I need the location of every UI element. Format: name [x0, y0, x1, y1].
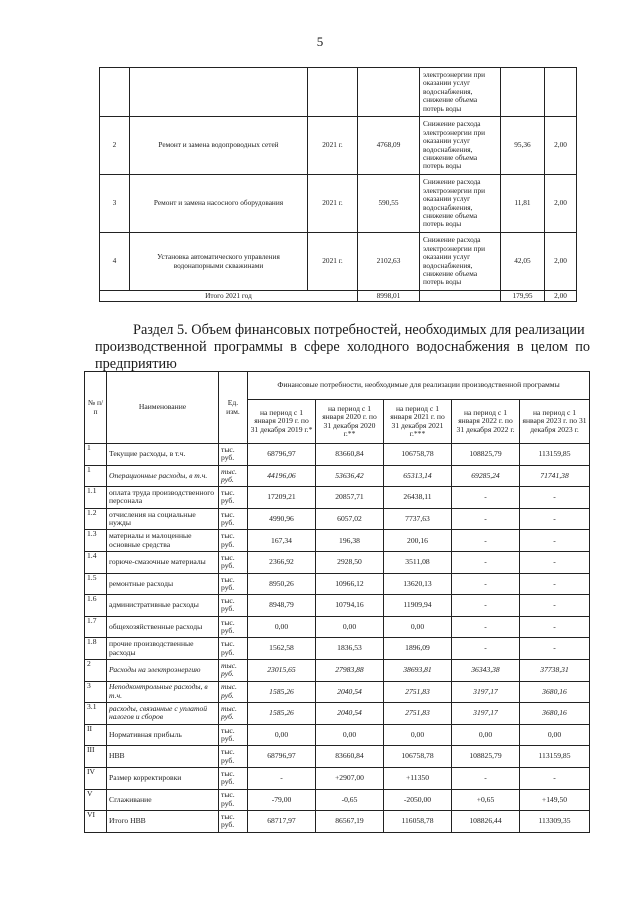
row-name: ремонтные расходы — [107, 573, 219, 595]
row-unit: тыс. руб. — [219, 811, 248, 833]
row-value-2022: - — [452, 551, 520, 573]
table-row — [85, 681, 590, 703]
row-value-2022: - — [452, 508, 520, 530]
row-value-2022: - — [452, 530, 520, 552]
row-number: 1.6 — [85, 595, 107, 617]
row-value-2022: +0,65 — [452, 789, 520, 811]
row-value-2020: -0,65 — [316, 789, 384, 811]
row-unit: тыс. руб. — [219, 444, 248, 466]
row-name: Неподконтрольные расходы, в т.ч. — [107, 681, 219, 703]
row-unit: тыс. руб. — [219, 508, 248, 530]
section-title-line1: Раздел 5. Объем финансовых потребностей, необходимых для реализации — [133, 322, 585, 338]
row-name: Нормативная прибыль — [107, 724, 219, 746]
measure-value-2: 2,00 — [545, 117, 577, 175]
row-unit: тыс. руб. — [219, 487, 248, 509]
effect-cell: Снижение расхода электроэнергии при оказании услуг водоснабжения, снижение объема потерь воды — [420, 233, 501, 291]
row-value-2020: 0,00 — [316, 616, 384, 638]
table-row — [85, 508, 590, 530]
measure-cost: 4768,09 — [358, 117, 420, 175]
row-value-2021: 7737,63 — [384, 508, 452, 530]
table-row — [85, 595, 590, 617]
measure-value-2: 2,00 — [545, 175, 577, 233]
row-unit: тыс. руб. — [219, 465, 248, 487]
effect-cell: Снижение расхода электроэнергии при оказании услуг водоснабжения, снижение объема потерь воды — [420, 117, 501, 175]
row-value-2019: 44196,06 — [248, 465, 316, 487]
row-name: НВВ — [107, 746, 219, 768]
row-value-2023: 113159,85 — [520, 746, 590, 768]
row-unit: тыс. руб. — [219, 659, 248, 681]
row-value-2019: -79,00 — [248, 789, 316, 811]
row-value-2023: - — [520, 767, 590, 789]
measure-value-1: 42,05 — [501, 233, 545, 291]
row-unit: тыс. руб. — [219, 767, 248, 789]
row-value-2019: 68717,97 — [248, 811, 316, 833]
row-name: расходы, связанные с уплатой налогов и сборов — [107, 703, 219, 725]
row-number: IV — [85, 767, 107, 789]
table-row — [85, 724, 590, 746]
table-row — [100, 175, 577, 233]
row-value-2023: - — [520, 530, 590, 552]
measures-table — [99, 67, 577, 302]
row-value-2020: 20857,71 — [316, 487, 384, 509]
measure-cost: 2102,63 — [358, 233, 420, 291]
row-value-2020: 83660,84 — [316, 444, 384, 466]
measure-value-2: 2,00 — [545, 233, 577, 291]
table-row — [100, 233, 577, 291]
row-value-2021: 1896,09 — [384, 638, 452, 660]
row-value-2021: 3511,08 — [384, 551, 452, 573]
row-number: 3 — [85, 681, 107, 703]
row-value-2022: - — [452, 767, 520, 789]
row-unit: тыс. руб. — [219, 638, 248, 660]
row-name: материалы и малоценные основные средства — [107, 530, 219, 552]
row-number: 1.7 — [85, 616, 107, 638]
row-name: горюче-смазочные материалы — [107, 551, 219, 573]
table-row — [85, 551, 590, 573]
row-value-2020: 196,38 — [316, 530, 384, 552]
header-name: Наименование — [107, 372, 219, 444]
row-value-2020: 10794,16 — [316, 595, 384, 617]
row-number: III — [85, 746, 107, 768]
row-value-2020: 6057,02 — [316, 508, 384, 530]
row-value-2022: 69285,24 — [452, 465, 520, 487]
total-row — [100, 291, 577, 302]
row-value-2020: 27983,88 — [316, 659, 384, 681]
section-title — [95, 322, 590, 373]
row-number: 1.3 — [85, 530, 107, 552]
row-value-2023: 3680,16 — [520, 703, 590, 725]
row-number: 1.4 — [85, 551, 107, 573]
row-number: 1.5 — [85, 573, 107, 595]
row-unit: тыс. руб. — [219, 703, 248, 725]
row-name: Расходы на электроэнергию — [107, 659, 219, 681]
row-number: 1 — [85, 465, 107, 487]
row-value-2019: 68796,97 — [248, 746, 316, 768]
table-row — [85, 573, 590, 595]
row-value-2022: - — [452, 616, 520, 638]
header-period-2019: на период с 1 января 2019 г. по 31 декабря 2019 г.* — [248, 400, 316, 444]
row-number: V — [85, 789, 107, 811]
measure-value-1: 95,36 — [501, 117, 545, 175]
row-value-2023: 37738,31 — [520, 659, 590, 681]
row-value-2020: 10966,12 — [316, 573, 384, 595]
measure-year: 2021 г. — [308, 175, 358, 233]
row-number: VI — [85, 811, 107, 833]
table-row — [85, 767, 590, 789]
row-value-2021: 106758,78 — [384, 444, 452, 466]
row-unit: тыс. руб. — [219, 530, 248, 552]
row-value-2022: 108825,79 — [452, 746, 520, 768]
table-row — [85, 465, 590, 487]
row-number: 2 — [100, 117, 130, 175]
measure-year: 2021 г. — [308, 117, 358, 175]
row-value-2021: 200,16 — [384, 530, 452, 552]
row-value-2021: 2751,83 — [384, 681, 452, 703]
row-value-2019: 1585,26 — [248, 681, 316, 703]
header-period-2023: на период с 1 января 2023 г. по 31 декабря 2023 г. — [520, 400, 590, 444]
row-value-2019: 23015,65 — [248, 659, 316, 681]
row-value-2019: 17209,21 — [248, 487, 316, 509]
effect-cell: Снижение расхода электроэнергии при оказании услуг водоснабжения, снижение объема потерь воды — [420, 175, 501, 233]
row-number: 1.2 — [85, 508, 107, 530]
row-name: Текущие расходы, в т.ч. — [107, 444, 219, 466]
measure-name: Установка автоматического управления водонапорными скважинами — [130, 233, 308, 291]
row-value-2019: 8948,79 — [248, 595, 316, 617]
financial-needs-table-body — [85, 444, 590, 833]
table-row — [85, 638, 590, 660]
section-title-rest: производственной программы в сфере холодного водоснабжения в целом по предприятию — [95, 339, 590, 372]
row-value-2021: 38693,81 — [384, 659, 452, 681]
row-value-2023: - — [520, 595, 590, 617]
measures-table-body — [100, 68, 577, 302]
row-value-2021: 0,00 — [384, 616, 452, 638]
row-name: административные расходы — [107, 595, 219, 617]
row-value-2023: - — [520, 616, 590, 638]
row-value-2020: 53636,42 — [316, 465, 384, 487]
row-unit: тыс. руб. — [219, 746, 248, 768]
total-value-2: 2,00 — [545, 291, 577, 302]
header-unit: Ед. изм. — [219, 372, 248, 444]
row-value-2023: - — [520, 508, 590, 530]
row-number: 2 — [85, 659, 107, 681]
row-value-2019: 167,34 — [248, 530, 316, 552]
row-value-2023: 113309,35 — [520, 811, 590, 833]
table-row — [85, 811, 590, 833]
row-value-2019: 1585,26 — [248, 703, 316, 725]
row-value-2019: 8950,26 — [248, 573, 316, 595]
table-row — [85, 487, 590, 509]
row-number: 1 — [85, 444, 107, 466]
row-unit: тыс. руб. — [219, 789, 248, 811]
row-number: 3 — [100, 175, 130, 233]
row-value-2020: 2928,50 — [316, 551, 384, 573]
row-value-2022: 108825,79 — [452, 444, 520, 466]
row-value-2022: 3197,17 — [452, 681, 520, 703]
row-value-2019: 0,00 — [248, 616, 316, 638]
row-value-2023: - — [520, 638, 590, 660]
row-name: Сглаживание — [107, 789, 219, 811]
total-value-1: 179,95 — [501, 291, 545, 302]
row-value-2019: 2366,92 — [248, 551, 316, 573]
table-row — [100, 117, 577, 175]
row-value-2023: - — [520, 573, 590, 595]
row-number: 3.1 — [85, 703, 107, 725]
measure-year: 2021 г. — [308, 233, 358, 291]
table-row — [85, 530, 590, 552]
row-value-2019: 1562,58 — [248, 638, 316, 660]
row-name: прочие производственные расходы — [107, 638, 219, 660]
table-row — [85, 616, 590, 638]
table-row — [85, 789, 590, 811]
measure-name: Ремонт и замена водопроводных сетей — [130, 117, 308, 175]
row-value-2021: 106758,78 — [384, 746, 452, 768]
row-value-2022: 108826,44 — [452, 811, 520, 833]
row-value-2021: -2050,00 — [384, 789, 452, 811]
row-unit: тыс. руб. — [219, 724, 248, 746]
row-value-2022: - — [452, 595, 520, 617]
row-number: 1.8 — [85, 638, 107, 660]
row-unit: тыс. руб. — [219, 595, 248, 617]
row-value-2023: - — [520, 487, 590, 509]
row-value-2020: 86567,19 — [316, 811, 384, 833]
row-value-2021: 13620,13 — [384, 573, 452, 595]
row-value-2020: 83660,84 — [316, 746, 384, 768]
header-period-2020: на период с 1 января 2020 г. по 31 декабря 2020 г.** — [316, 400, 384, 444]
row-value-2020: 0,00 — [316, 724, 384, 746]
row-name: оплата труда производственного персонала — [107, 487, 219, 509]
header-period-2022: на период с 1 января 2022 г. по 31 декабря 2022 г. — [452, 400, 520, 444]
row-value-2023: 3680,16 — [520, 681, 590, 703]
total-cost: 8998,01 — [358, 291, 420, 302]
row-value-2021: 65313,14 — [384, 465, 452, 487]
header-no: № п/п — [85, 372, 107, 444]
row-value-2021: 2751,83 — [384, 703, 452, 725]
table-row — [85, 746, 590, 768]
row-value-2021: 26438,11 — [384, 487, 452, 509]
row-name: Размер корректировки — [107, 767, 219, 789]
row-number: II — [85, 724, 107, 746]
row-name: общехозяйственные расходы — [107, 616, 219, 638]
row-number: 1.1 — [85, 487, 107, 509]
row-unit: тыс. руб. — [219, 616, 248, 638]
row-value-2023: 113159,85 — [520, 444, 590, 466]
row-value-2022: 36343,38 — [452, 659, 520, 681]
row-value-2021: 116058,78 — [384, 811, 452, 833]
row-value-2021: +11350 — [384, 767, 452, 789]
table-row — [85, 659, 590, 681]
header-row — [85, 372, 590, 400]
total-label: Итого 2021 год — [100, 291, 358, 302]
page-number: 5 — [316, 34, 324, 49]
row-value-2022: - — [452, 638, 520, 660]
row-value-2020: +2907,00 — [316, 767, 384, 789]
table-row — [85, 703, 590, 725]
row-value-2019: - — [248, 767, 316, 789]
row-name: Итого НВВ — [107, 811, 219, 833]
financial-needs-table — [84, 371, 590, 833]
row-value-2020: 1836,53 — [316, 638, 384, 660]
row-value-2022: 0,00 — [452, 724, 520, 746]
row-unit: тыс. руб. — [219, 681, 248, 703]
row-value-2021: 11909,94 — [384, 595, 452, 617]
row-value-2022: - — [452, 487, 520, 509]
row-value-2023: +149,50 — [520, 789, 590, 811]
row-unit: тыс. руб. — [219, 551, 248, 573]
row-value-2023: 0,00 — [520, 724, 590, 746]
row-value-2019: 4990,96 — [248, 508, 316, 530]
row-name: Операционные расходы, в т.ч. — [107, 465, 219, 487]
effect-cell: электроэнергии при оказании услуг водоснабжения, снижение объема потерь воды — [420, 68, 501, 117]
row-number: 4 — [100, 233, 130, 291]
row-value-2022: 3197,17 — [452, 703, 520, 725]
measure-cost: 590,55 — [358, 175, 420, 233]
table-row — [100, 68, 577, 117]
row-value-2020: 2040,54 — [316, 681, 384, 703]
row-value-2023: - — [520, 551, 590, 573]
row-name: отчисления на социальные нужды — [107, 508, 219, 530]
header-group: Финансовые потребности, необходимые для реализации производственной программы — [248, 372, 590, 400]
row-value-2020: 2040,54 — [316, 703, 384, 725]
header-period-2021: на период с 1 января 2021 г. по 31 декабря 2021 г.*** — [384, 400, 452, 444]
row-value-2021: 0,00 — [384, 724, 452, 746]
row-value-2019: 0,00 — [248, 724, 316, 746]
row-unit: тыс. руб. — [219, 573, 248, 595]
row-value-2019: 68796,97 — [248, 444, 316, 466]
measure-name: Ремонт и замена насосного оборудования — [130, 175, 308, 233]
measure-value-1: 11,81 — [501, 175, 545, 233]
table-row — [85, 444, 590, 466]
row-value-2023: 71741,38 — [520, 465, 590, 487]
row-value-2022: - — [452, 573, 520, 595]
